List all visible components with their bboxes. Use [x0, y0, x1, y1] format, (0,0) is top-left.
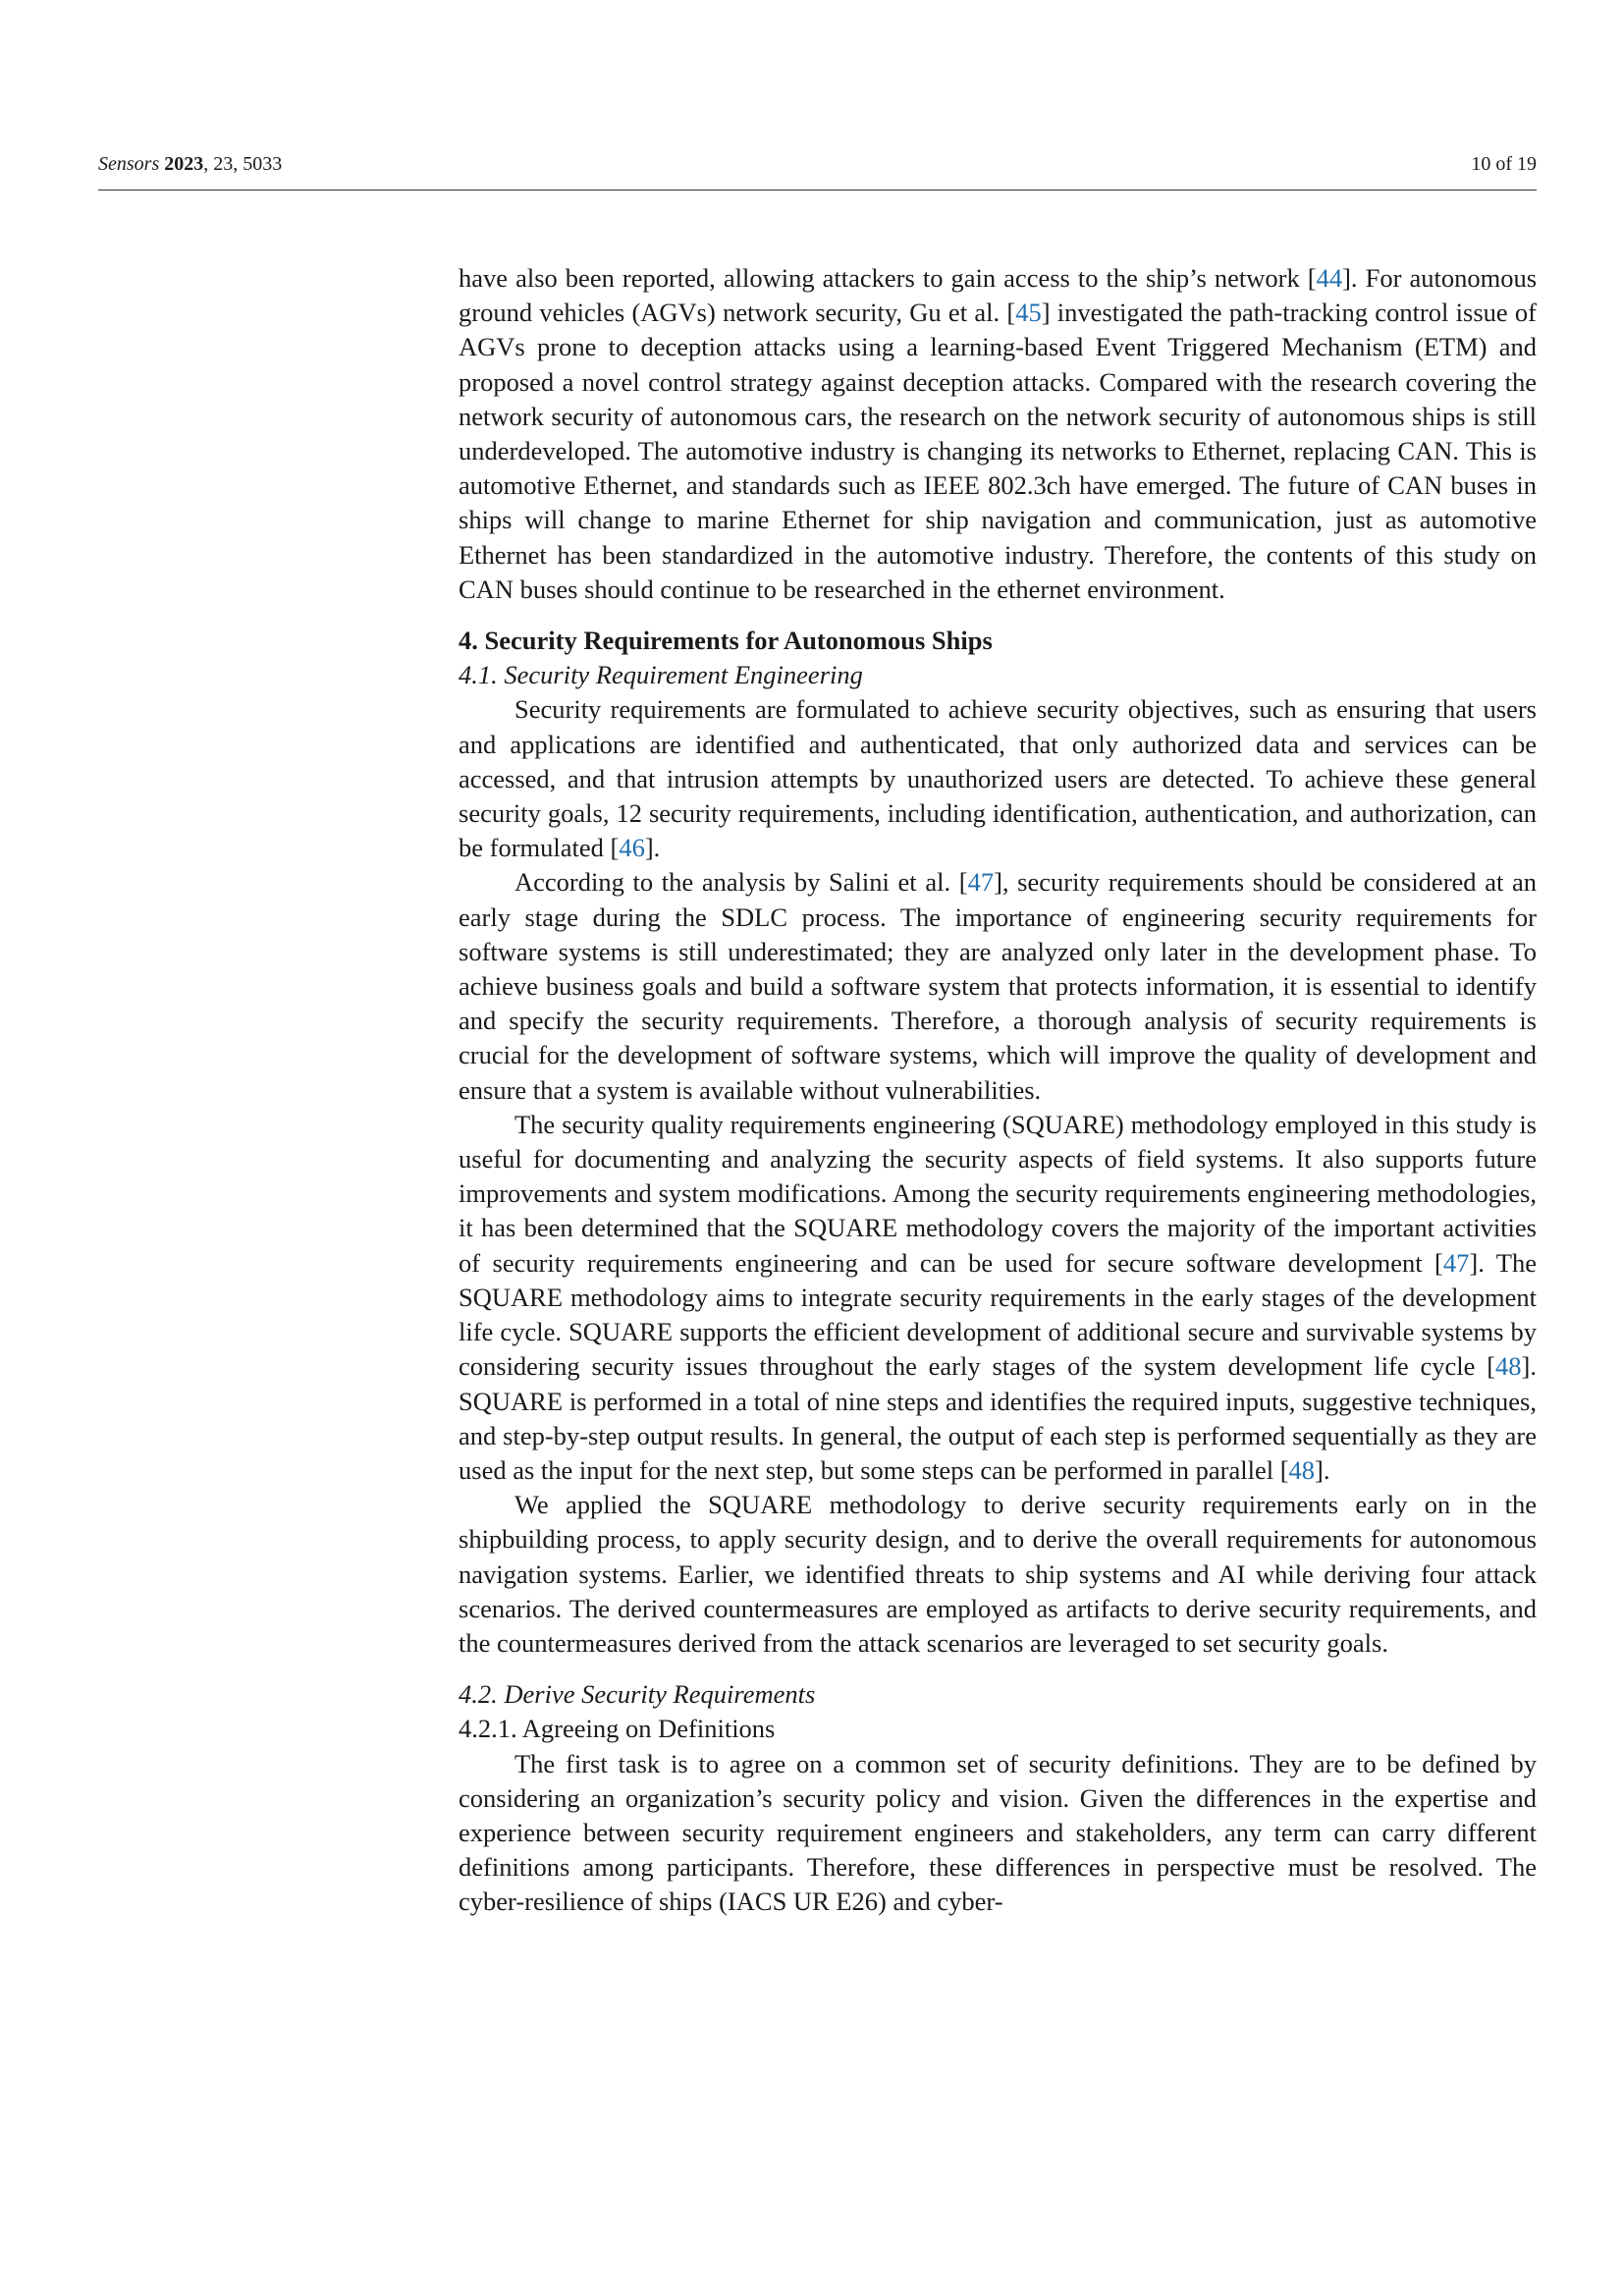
paragraph-continued: have also been reported, allowing attackers to gain access to the ship’s network [44]. For autonomous ground vehicles (AGVs) network security, Gu et al. [45] investigated the path-tracking control issue of AGVs prone to deception attacks using a learning-based Event Triggered Mechanism (ETM) and proposed a novel control strategy against deception attacks. Compared with the research covering the network security of autonomous cars, the research on the network security of autonomous ships is still underdeveloped. The automotive industry is changing its networks to Ethernet, replacing CAN. This is automotive Ethernet, and standards such as IEEE 802.3ch have emerged. The future of CAN buses in ships will change to marine Ethernet for ship navigation and communication, just as automotive Ethernet has been standardized in the automotive industry. Therefore, the contents of this study on CAN buses should continue to be researched in the ethernet environment. — [459, 263, 1538, 604]
journal-volume: , 23, 5033 — [203, 153, 283, 175]
citation-link[interactable]: 44 — [1316, 263, 1343, 293]
citation-link[interactable]: 45 — [1015, 298, 1042, 328]
citation-link[interactable]: 47 — [967, 867, 995, 898]
journal-name: Sensors — [98, 153, 160, 175]
paragraph: The security quality requirements engineering (SQUARE) methodology employed in this study is useful for documenting and analyzing the security aspects of field systems. It also supports future improvements and system modifications. Among the security requirements engineering methodologies, it has been determined that the SQUARE methodology covers the majority of the important activities of security requirements engineering and can be used for secure software development [47]. The SQUARE methodology aims to integrate security requirements in the early stages of the development life cycle. SQUARE supports the efficient development of additional secure and survivable systems by considering security issues throughout the early stages of the system development life cycle [48]. SQUARE is performed in a total of nine steps and identifies the required inputs, suggestive techniques, and step-by-step output results. In general, the output of each step is performed sequentially as they are used as the input for the next step, but some steps can be performed in parallel [48]. — [459, 1109, 1538, 1485]
article-body — [459, 261, 1537, 1920]
subsection-heading: 4.1. Security Requirement Engineering — [459, 660, 863, 690]
paragraph: We applied the SQUARE methodology to derive security requirements early on in the shipbuilding process, to apply security design, and to derive the overall requirements for autonomous navigation systems. Earlier, we identified threats to ship systems and AI while deriving four attack scenarios. The derived countermeasures are employed as artifacts to derive security requirements, and the countermeasures derived from the attack scenarios are leveraged to set security goals. — [459, 1490, 1537, 1658]
header-rule — [98, 190, 1537, 191]
citation-link[interactable]: 46 — [619, 833, 645, 863]
section-heading: 4. Security Requirements for Autonomous Ships — [459, 626, 993, 656]
citation-link[interactable]: 48 — [1495, 1351, 1522, 1382]
journal-year: 2023 — [164, 153, 204, 175]
page-number: 10 of 19 — [1471, 153, 1537, 175]
citation-link[interactable]: 47 — [1442, 1247, 1470, 1278]
subsection-heading: 4.2. Derive Security Requirements — [459, 1679, 816, 1710]
paragraph: Security requirements are formulated to achieve security objectives, such as ensuring that users and applications are identified and authenticated, that only authorized data and services can be accessed, and that intrusion attempts by unauthorized users are detected. To achieve these general security goals, 12 security requirements, including identification, authentication, and authorization, can be formulated [46]. — [459, 694, 1537, 863]
journal-citation — [98, 151, 282, 177]
citation-link[interactable]: 48 — [1288, 1454, 1316, 1485]
paragraph: According to the analysis by Salini et al. [47], security requirements should be considered at an early stage during the SDLC process. The importance of engineering security requirements for software systems is still underestimated; they are analyzed only later in the development phase. To achieve business goals and build a software system that protects information, it is essential to identify and specify the security requirements. Therefore, a thorough analysis of security requirements is crucial for the development of software systems, which will improve the quality of development and ensure that a system is available without vulnerabilities. — [459, 867, 1537, 1105]
subsubsection-heading: 4.2.1. Agreeing on Definitions — [459, 1714, 776, 1744]
paragraph: The first task is to agree on a common set of security definitions. They are to be defined by considering an organization’s security policy and vision. Given the differences in the expertise and experience between security requirement engineers and stakeholders, any term can carry different definitions among participants. Therefore, these differences in perspective must be resolved. The cyber-resilience of ships (IACS UR E26) and cyber- — [459, 1748, 1537, 1917]
